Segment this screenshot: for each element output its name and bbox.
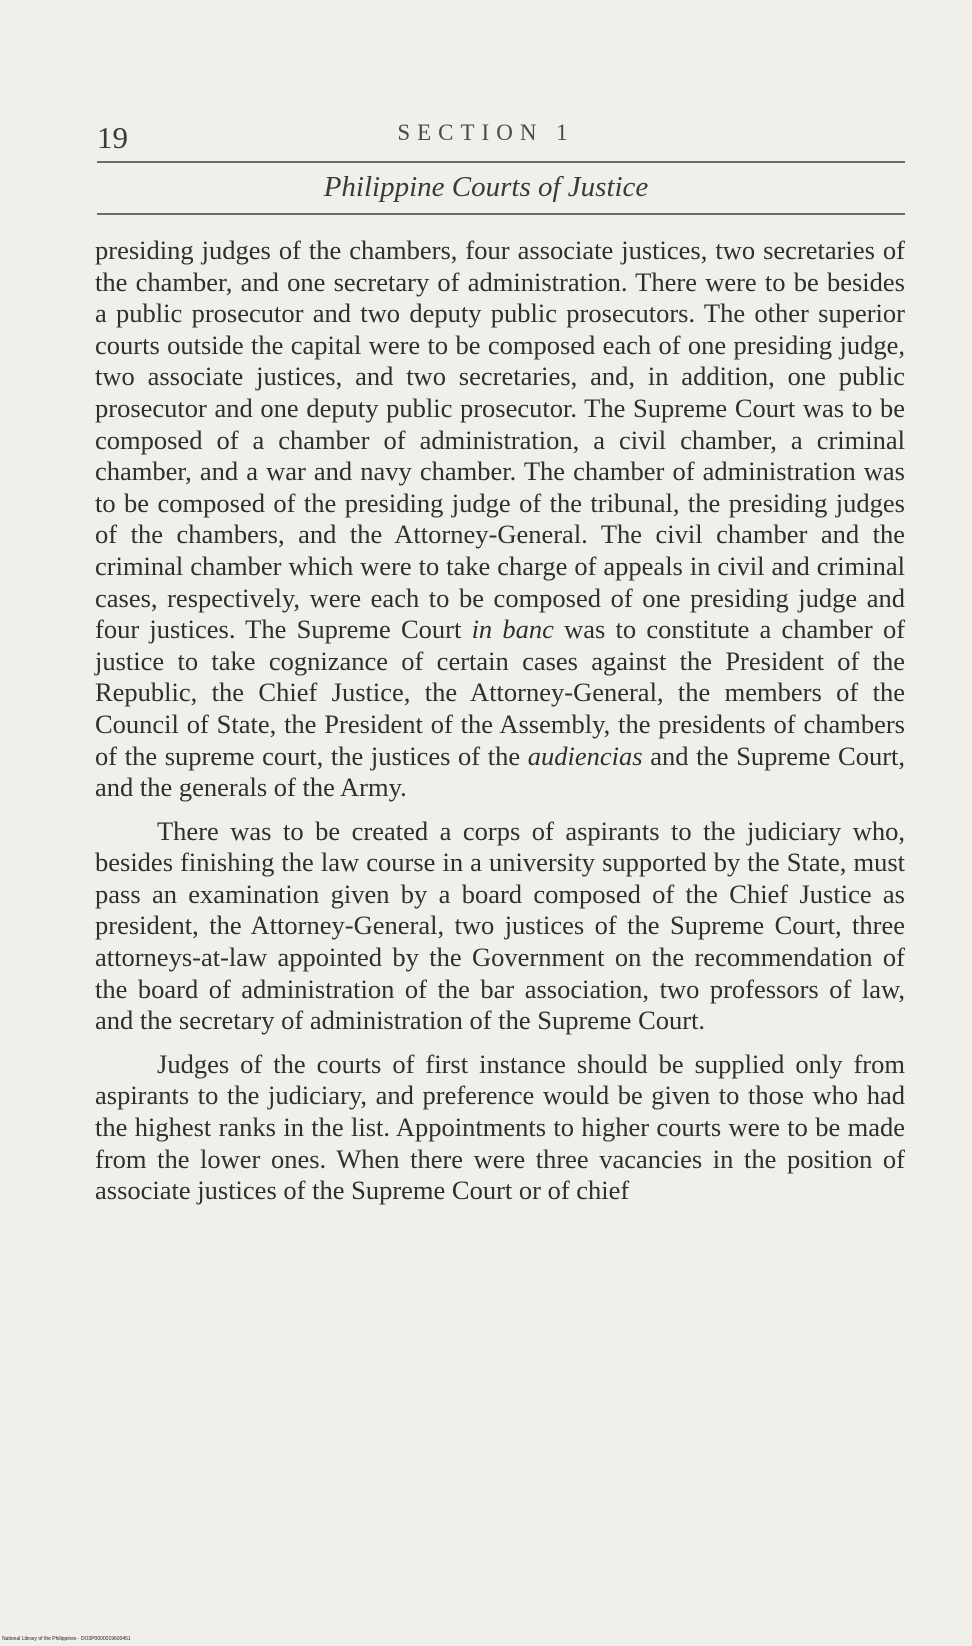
header-rule-bottom [97,213,905,215]
paragraph-2: There was to be created a corps of aspirants to the judiciary who, besides finishing the law course in a university supported by the State, must pass an examination given by a board composed of the Chief Justice as president, the Attorney-General, two justices of the Supreme Court, three attorneys-at-law appointed by the Government on the recommendation of the board of administration of the bar association, two professors of law, and the secretary of administration of the Supreme Court. [95,815,905,1036]
archive-footer-note: National Library of the Philippines · DO3P0000019600451 [2,1636,131,1642]
page-number: 19 [97,120,128,155]
paragraph-1 [95,235,905,804]
running-title: Philippine Courts of Justice [323,171,649,203]
section-heading: SECTION 1 [397,120,575,145]
paragraph-1-text-e: and the Supreme Court, and the generals of the Army. [95,740,906,803]
paragraph-1-text-c: was to constitute a chamber of justice to take cognizance of certain cases against the President of the Republic, the Chief Justice, the Attorney-General, the members of the Council of State, the President of the Assembly, the presidents of chambers of the supreme court, the justices of the [95,614,906,771]
paragraph-1-italic-in-banc: in banc [471,614,554,645]
paragraph-1-italic-audiencias: audiencias [527,740,643,771]
paragraph-3: Judges of the courts of first instance should be supplied only from aspirants to the judiciary, and preference would be given to those who had the highest ranks in the list. Appointments to higher courts were to be made from the lower ones. When there were three vacancies in the position of associate justices of the Supreme Court or of chief [95,1048,905,1206]
paragraph-1-text-a: presiding judges of the chambers, four associate justices, two secretaries of the chamber, and one secretary of administration. There were to be besides a public prosecutor and two deputy public prosecutors. The other superior courts outside the capital were to be composed each of one presiding judge, two associate justices, and two secretaries, and, in addition, one public prosecutor and one deputy public prosecutor. The Supreme Court was to be composed of a chamber of administration, a civil chamber, a criminal chamber, and a war and navy chamber. The chamber of administration was to be composed of the presiding judge of the tribunal, the presiding judges of the chambers, and the Attorney-General. The civil chamber and the criminal chamber which were to take charge of appeals in civil and criminal cases, respectively, were each to be composed of one presiding judge and four justices. The Supreme Court [95,235,905,645]
body-text [95,235,905,1207]
header-rule-top [97,161,905,163]
